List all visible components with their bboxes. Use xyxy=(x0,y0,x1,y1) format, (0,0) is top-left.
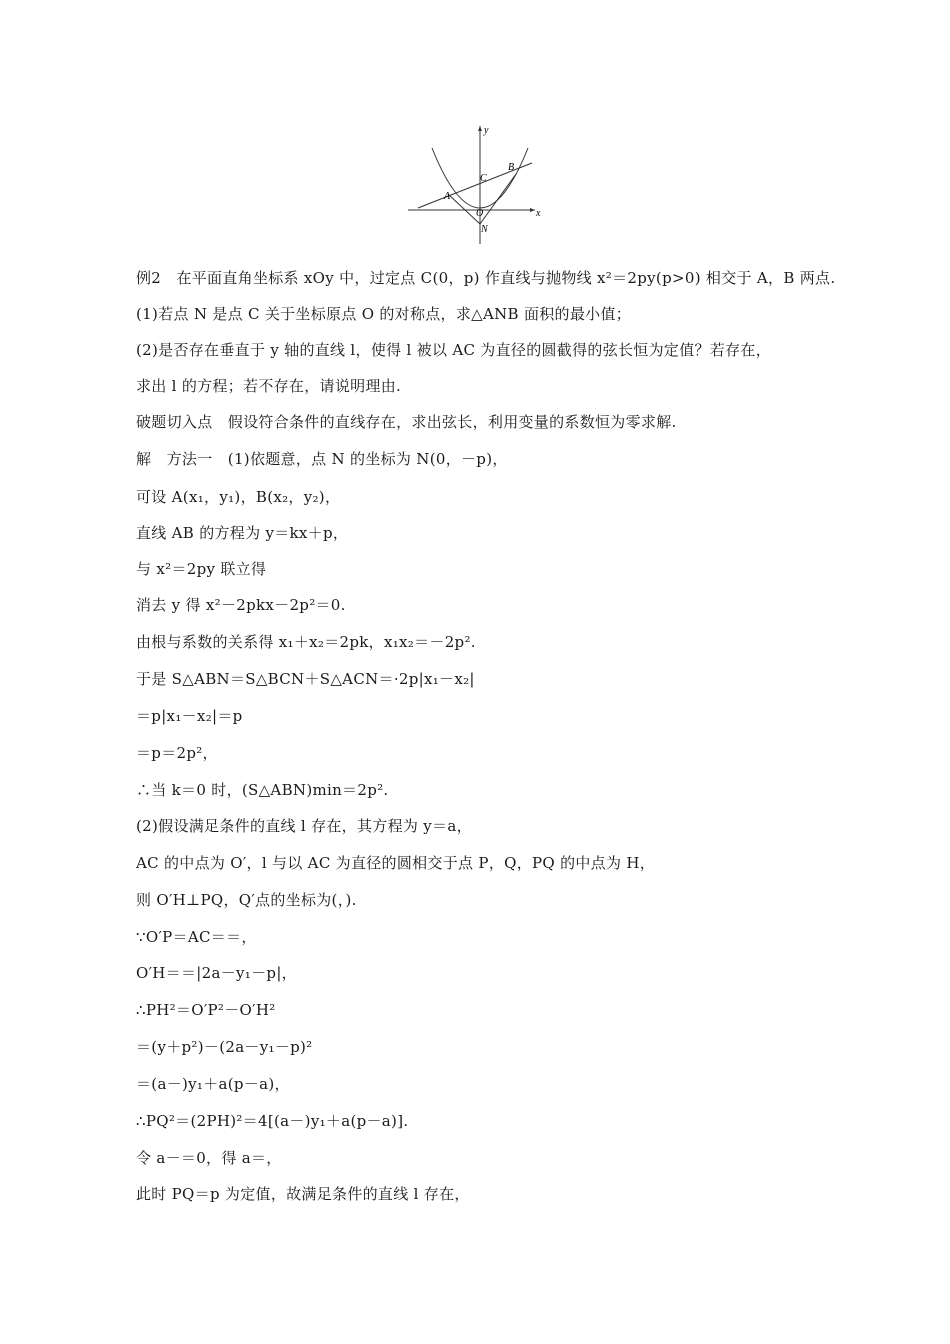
text-line: 直线 AB 的方程为 y＝kx＋p， xyxy=(136,524,349,542)
label-a: A xyxy=(444,191,451,202)
text-line: 于是 S△ABN＝S△BCN＋S△ACN＝·2p|x₁－x₂| xyxy=(136,670,475,688)
text-line: 令 a－＝0，得 a＝， xyxy=(136,1149,282,1167)
y-axis-arrow xyxy=(478,126,482,131)
label-b: B xyxy=(508,162,515,173)
text-line: 由根与系数的关系得 x₁＋x₂＝2pk，x₁x₂＝－2p². xyxy=(136,633,476,651)
label-y: y xyxy=(484,125,489,136)
text-line: 解 方法一 (1)依题意，点 N 的坐标为 N(0，－p)， xyxy=(136,450,508,468)
text-line: (2)是否存在垂直于 y 轴的直线 l，使得 l 被以 AC 为直径的圆截得的弦长恒为定值？若存在， xyxy=(136,341,772,359)
text-line: 与 x²＝2py 联立得 xyxy=(136,560,267,578)
text-line: AC 的中点为 O′，l 与以 AC 为直径的圆相交于点 P，Q，PQ 的中点为 H， xyxy=(136,854,656,872)
text-line: 求出 l 的方程；若不存在，请说明理由. xyxy=(136,377,402,395)
parabola-figure xyxy=(400,118,550,246)
label-n: N xyxy=(481,224,488,235)
text-line: 则 O′H⊥PQ，Q′点的坐标为(，). xyxy=(136,891,357,909)
text-line: ＝(y＋p²)－(2a－y₁－p)² xyxy=(136,1038,313,1056)
x-axis-arrow xyxy=(530,208,535,212)
text-line: 此时 PQ＝p 为定值，故满足条件的直线 l 存在， xyxy=(136,1185,470,1203)
text-line: ∴PQ²＝(2PH)²＝4[(a－)y₁＋a(p－a)]. xyxy=(136,1112,409,1130)
text-line: ∴PH²＝O′P²－O′H² xyxy=(136,1001,276,1019)
label-x: x xyxy=(536,208,541,219)
text-line: ＝(a－)y₁＋a(p－a)， xyxy=(136,1075,290,1093)
text-line: 例2 在平面直角坐标系 xOy 中，过定点 C(0，p) 作直线与抛物线 x²＝2py(p>0) 相交于 A，B 两点. xyxy=(136,269,836,287)
line-ab xyxy=(418,163,532,208)
text-line: (2)假设满足条件的直线 l 存在，其方程为 y＝a， xyxy=(136,817,472,835)
text-line: 可设 A(x₁，y₁)，B(x₂，y₂)， xyxy=(136,488,341,506)
text-line: ∴当 k＝0 时，(S△ABN)min＝2p². xyxy=(136,781,389,799)
label-o: O xyxy=(476,208,484,219)
text-line: 消去 y 得 x²－2pkx－2p²＝0. xyxy=(136,596,346,614)
text-line: O′H＝＝|2a－y₁－p|， xyxy=(136,964,297,982)
text-line: (1)若点 N 是点 C 关于坐标原点 O 的对称点，求△ANB 面积的最小值； xyxy=(136,305,632,323)
text-line: ＝p＝2p²， xyxy=(136,744,218,762)
label-c: C xyxy=(480,173,487,184)
text-line: ∵O′P＝AC＝＝， xyxy=(136,928,257,946)
text-line: ＝p|x₁－x₂|＝p xyxy=(136,707,243,725)
text-line: 破题切入点 假设符合条件的直线存在，求出弦长，利用变量的系数恒为零求解. xyxy=(136,413,677,431)
